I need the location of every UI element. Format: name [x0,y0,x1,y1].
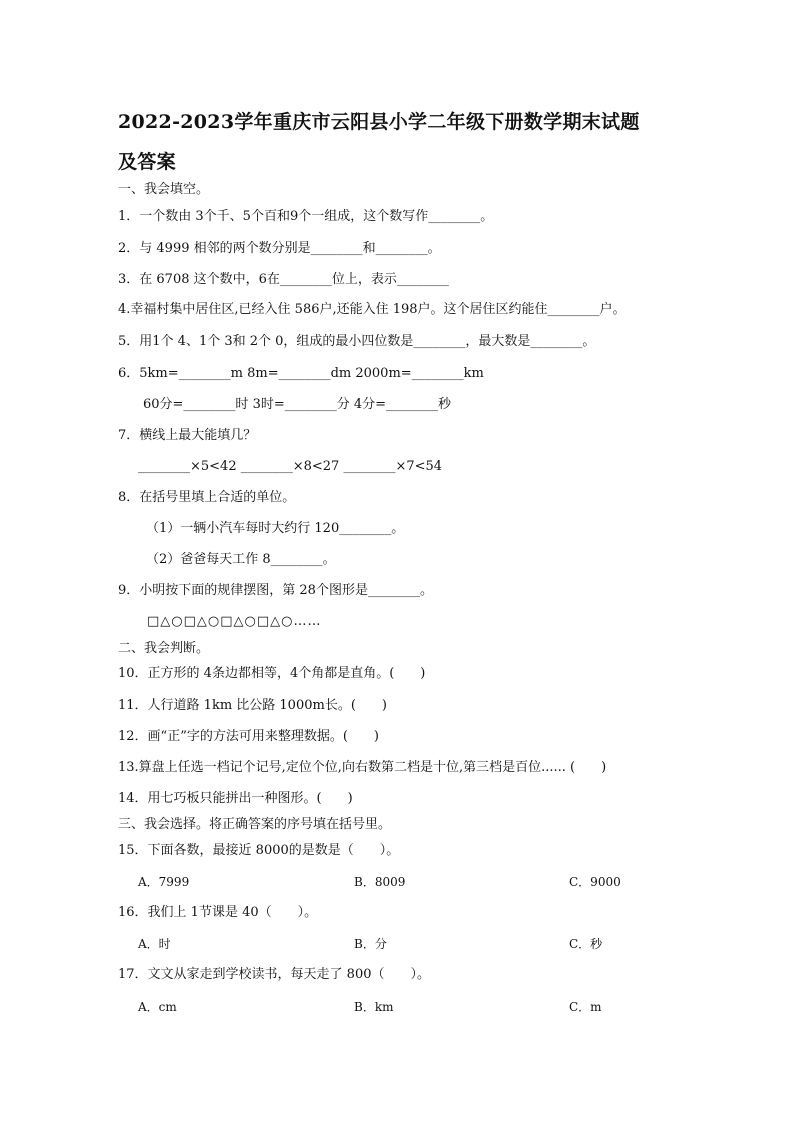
section-heading-choice: 三、我会选择。将正确答案的序号填在括号里。 [118,817,392,832]
question-17-option-b: B．km [354,1000,394,1014]
section-heading-fill-blank: 一、我会填空。 [118,182,210,197]
question-6-row-1: 6．5km=________m 8m=________dm 2000m=________km [118,366,484,381]
exam-title-line-2: 及答案 [118,151,176,173]
question-15: 15．下面各数，最接近 8000的是数是（ ）。 [118,843,400,858]
question-16: 16．我们上 1节课是 40（ ）。 [118,905,318,920]
question-15-option-a: A．7999 [138,875,190,889]
question-14: 14．用七巧板只能拼出一种图形。( ) [118,791,353,806]
question-2: 2．与 4999 相邻的两个数分别是________和________。 [118,241,441,256]
question-13: 13.算盘上任选一档记个记号,定位个位,向右数第二档是十位,第三档是百位...... ( ) [118,760,607,775]
question-16-option-b: B．分 [354,937,387,951]
question-3: 3．在 6708 这个数中，6在________位上，表示________ [118,272,449,287]
question-12: 12．画“正”字的方法可用来整理数据。( ) [118,729,379,744]
question-8: 8．在括号里填上合适的单位。 [118,490,296,505]
question-5: 5．用1个 4、1个 3和 2个 0，组成的最小四位数是________，最大数是________。 [118,334,596,349]
question-17-option-c: C．m [569,1000,602,1014]
question-9-shape-pattern: □△○□△○□△○□△○…… [147,614,322,629]
question-8-part-1: （1）一辆小汽车每时大约行 120________。 [146,521,405,536]
question-17-option-a: A．cm [138,1000,177,1014]
question-11: 11．人行道路 1km 比公路 1000m长。( ) [118,698,387,713]
exam-title-line-1: 2022-2023学年重庆市云阳县小学二年级下册数学期末试题 [118,111,640,133]
question-7: 7．横线上最大能填几？ [118,428,257,443]
question-17: 17．文文从家走到学校读书，每天走了 800（ ）。 [118,967,430,982]
question-10: 10．正方形的 4条边都相等，4个角都是直角。( ) [118,666,426,681]
question-1: 1．一个数由 3个千、5个百和9个一组成，这个数写作________。 [118,209,494,224]
question-7-blanks: ________×5<42 ________×8<27 ________×7<54 [138,459,443,474]
question-15-option-b: B．8009 [354,875,406,889]
question-9: 9．小明按下面的规律摆图，第 28个图形是________。 [118,583,433,598]
question-4: 4.幸福村集中居住区,已经入住 586户,还能入住 198户。这个居住区约能住________户。 [118,302,626,317]
question-15-option-c: C．9000 [569,875,621,889]
question-16-option-c: C．秒 [569,937,603,951]
question-6-row-2: 60分=________时 3时=________分 4分=________秒 [143,397,452,412]
section-heading-judge: 二、我会判断。 [118,641,210,656]
question-8-part-2: （2）爸爸每天工作 8________。 [146,552,336,567]
question-16-option-a: A．时 [138,937,171,951]
